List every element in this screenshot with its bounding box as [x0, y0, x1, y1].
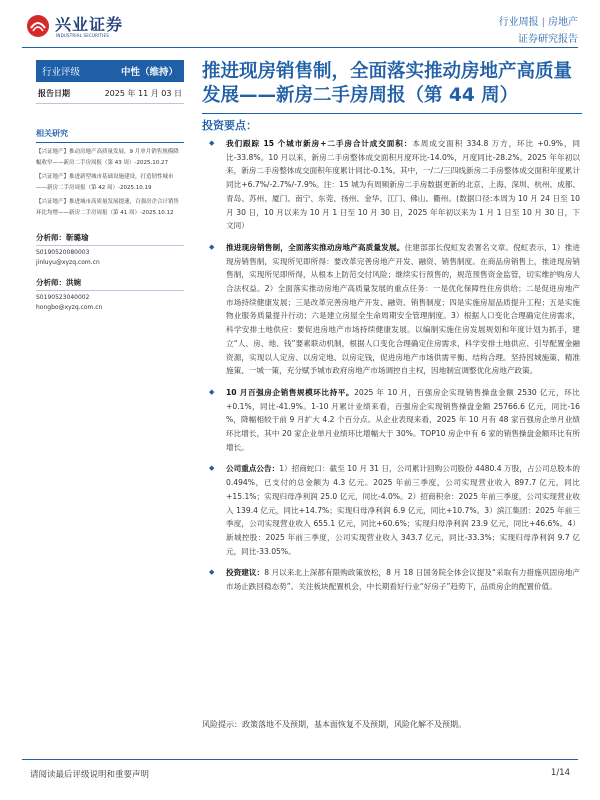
- highlight-body: 本周成交面积 334.8 万方，环比 +0.9%，同比-33.8%。10 月以来，新房二手房整体成交面积月度环比-14.0%，月度同比-28.2%。2025 年年初以来，新房二手房整体成交面积年度累计同比-0.1%。其中，一/二/三四线新房二手房整体成交面积年度累计同比+6.7%/-2.7%/-7.9%。注：15 城为有周频新房二手房数据更新的北京、上海、深圳、杭州、成都、青岛、苏州、厦门、南宁、东莞、扬州、金华、江门、佛山、衢州。(数据口径:本周为 10 月 24 日至 10 月 30 日，10 月以来为 10 月 1 日至 10 月 30 日，2025 年年初以来为 1 月 1 日至 10 月 30 日，下文同）: [226, 139, 580, 231]
- rating-value: 中性（维持）: [120, 67, 178, 78]
- related-research-list: [36, 147, 184, 219]
- investment-highlights-title: 投资要点：: [202, 119, 257, 132]
- sidebar: [36, 60, 184, 313]
- analyst-block: [36, 278, 184, 313]
- rating-bar: [36, 60, 184, 82]
- report-date: [36, 88, 184, 104]
- highlight-paragraph: [200, 566, 580, 593]
- analyst-email[interactable]: hongbo@xyzq.com.cn: [36, 304, 103, 311]
- highlight-body: 住建部部长倪虹发表署名文章。倪虹表示，1）推进现房销售制，实现所见即所得：要改革完善房地产开发、融资、销售制度。在商品房销售上，推进现房销售制，实现所见即所得，从根本上防范交付风险；继续实行预售的，规范预售资金监管，切实维护购房人合法权益。2）全面落实推动房地产高质量发展的重点任务：一是优化保障性住房供给；二是促进房地产市场持续健康发展；三是改革完善房地产开发、融资、销售制度；四是实施房屋品质提升工程；五是实施物业服务质量提升行动；六是建立房屋全生命周期安全管理制度。3）根据人口变化合理确定住房需求，科学安排土地供应：要促进房地产市场持续健康发展。以编制实施住房发展规划和年度计划为抓手，建立“人、房、地、钱”要素联动机制，根据人口变化合理确定住房需求，科学安排土地供应、引导配置金融资源，实现以人定房、以房定地、以房定钱，促进房地产市场供需平衡、结构合理。坚持因城施策、精准施策、一城一策，充分赋予城市政府房地产市场调控自主权，因地制宜调整优化房地产政策。: [226, 242, 580, 376]
- logo-text: 兴业证券: [55, 15, 124, 34]
- tag-industry: 房地产: [548, 17, 578, 28]
- highlight-heading: 10 月百强房企销售规模环比持平。: [226, 387, 355, 397]
- logo-mark-icon: [26, 14, 50, 38]
- footer-divider: [22, 759, 578, 760]
- highlight-body: 8 月以来北上深都有限购政策放松，8 月 18 日国务院全体会议提及“采取有力措施巩固房地产市场止跌回稳态势”。关注板块配置机会，中长期看好行业“好房子”趋势下，品质房企的配置价值。: [226, 568, 580, 592]
- page-number: 1/14: [550, 768, 570, 778]
- related-research-item[interactable]: 【兴证地产】推进城市高质量发展提速，百强房企合计销售环比均增——新房二手房周报（第 41 周）-2025.10.12: [36, 199, 180, 216]
- analyst-name: 分析师：靳璐瑜: [36, 233, 184, 246]
- analyst-block: [36, 233, 184, 268]
- analyst-cert: S0190520080003: [36, 249, 90, 256]
- risk-warning: 风险提示：政策落地不及预期，基本面恢复不及预期，风险化解不及预期。: [202, 720, 466, 729]
- investment-highlights: [200, 137, 580, 602]
- highlight-heading: 推进现房销售制，全面落实推动房地产高质量发展。: [226, 242, 405, 252]
- report-title: 推进现房销售制，全面落实推动房地产高质量发展——新房二手房周报（第 44 周）: [202, 61, 573, 106]
- rating-label: 行业评级: [42, 67, 81, 78]
- highlight-paragraph: [200, 462, 580, 558]
- report-type: 证券研究报告: [518, 34, 578, 45]
- report-tags: [499, 13, 578, 28]
- highlight-heading: 公司重点公告：: [226, 464, 280, 474]
- footer-disclaimer[interactable]: 请阅读最后评级说明和重要声明: [30, 770, 150, 780]
- analyst-name: 分析师：洪婉: [36, 278, 184, 291]
- tag-separator: |: [541, 17, 545, 28]
- report-date-value: 2025 年 11 月 03 日: [104, 89, 182, 98]
- highlight-paragraph: [200, 241, 580, 378]
- highlight-heading: 我们跟踪 15 个城市新房+二手房合计成交面积：: [226, 139, 413, 148]
- highlight-paragraph: [200, 386, 580, 455]
- related-research-title: 相关研究: [36, 128, 184, 143]
- header-divider: [22, 47, 578, 48]
- highlight-body: 2025 年 10 月，百强房企实现销售操盘金额 2530 亿元，环比+0.1%，同比-41.9%。1-10 月累计业绩来看，百强房企实现销售操盘金额 25766.6 亿元，同比-16 %，降幅相较于前 9 月扩大 4.2 个百分点。从企业表现来看，2025 年 10 月有 48 家百强房企单月业绩环比增长，其中 20 家企业单月业绩环比增幅大于 30%。TOP10 房企中有 6 家的销售操盘金额环比有所增长。: [226, 387, 580, 452]
- analyst-cert: S0190523040002: [36, 294, 90, 301]
- logo-english-text: INDUSTRIAL SECURITIES: [56, 33, 109, 38]
- tag-weekly: 行业周报: [498, 17, 539, 28]
- analyst-email[interactable]: jinluyu@xyzq.com.cn: [36, 259, 100, 266]
- title-divider: [202, 113, 582, 114]
- highlight-heading: 投资建议：: [226, 568, 265, 578]
- highlight-paragraph: [200, 137, 580, 233]
- company-logo: [26, 12, 186, 42]
- highlight-body: 1）招商蛇口：截至 10 月 31 日，公司累计回购公司股份 4480.4 万股，占公司总股本的 0.494%，已支付的总金额为 4.3 亿元。2025 年前三季度，公司实现营业收入 897.7 亿元，同比+15.1%；实现归母净利润 25.0 亿元，同比-4.0%。2）招商积余：2025 年前三季度，公司实现营业收入 139.4 亿元，同比+14.7%；实现归母净利润 6.9 亿元，同比+10.7%。3）滨江集团：2025 年前三季度，公司实现营业收入 655.1 亿元，同比+60.6%；实现归母净利润 23.9 亿元，同比+46.6%。4）新城控股：2025 年前三季度，公司实现营业收入 343.7 亿元，同比-33.3%；实现归母净利润 9.7 亿元，同比-33.05%。: [226, 464, 581, 556]
- related-research-item[interactable]: 【兴证地产】推动房地产高质量发展，9 月单月销售规模降幅收窄——新房二手房周报（第 43 周）-2025.10.27: [36, 149, 179, 166]
- report-date-label: 报告日期: [38, 89, 70, 98]
- related-research-item[interactable]: 【兴证地产】推进新型城市基础设施建设，打造韧性城市——新房二手房周报（第 42 周）-2025.10.19: [36, 174, 174, 191]
